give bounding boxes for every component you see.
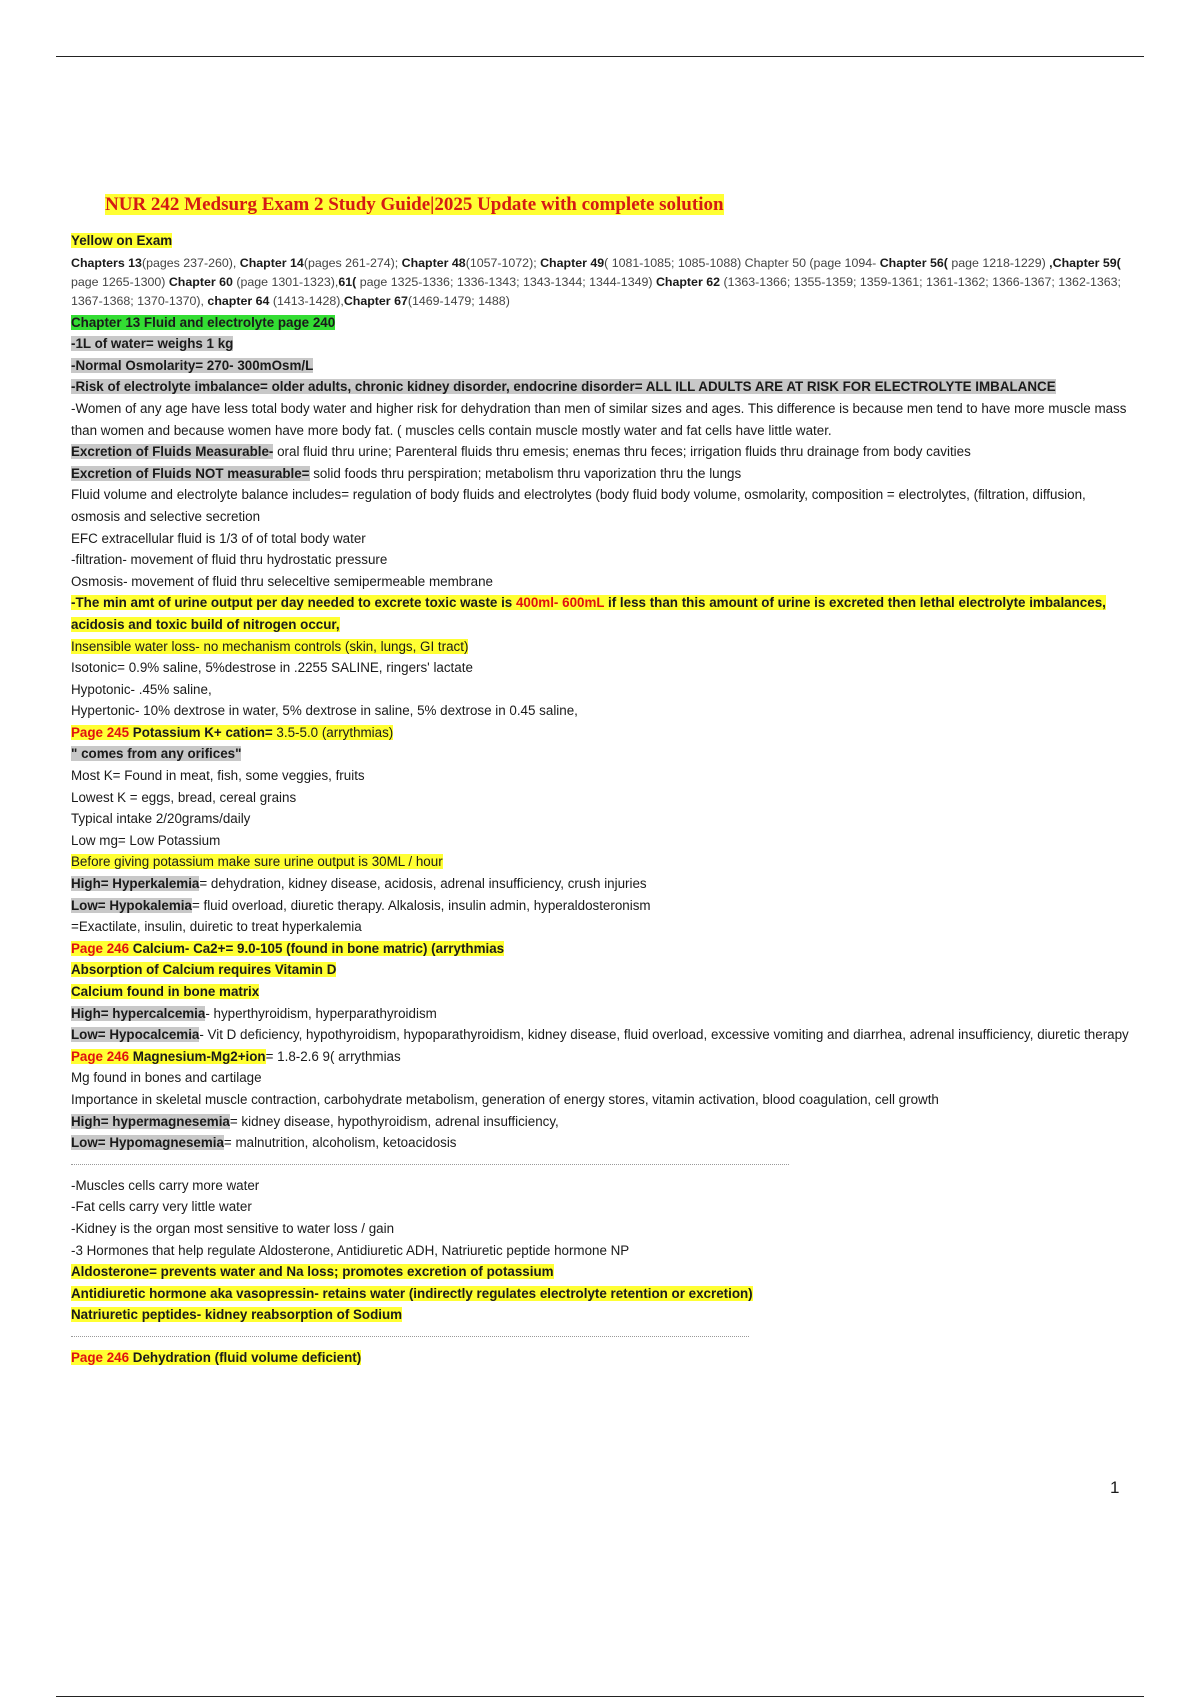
mg-found-line: Mg found in bones and cartilage bbox=[71, 1070, 262, 1086]
potassium-heading: Page 245 Potassium K+ cation= 3.5-5.0 (arrythmias) bbox=[71, 724, 394, 740]
hormones-line: -3 Hormones that help regulate Aldosterone, Antidiuretic ADH, Natriuretic peptide hormone NP bbox=[71, 1242, 630, 1258]
before-potassium-line: Before giving potassium make sure urine output is 30ML / hour bbox=[71, 854, 443, 870]
low-mg-line: Low mg= Low Potassium bbox=[71, 832, 221, 848]
top-rule bbox=[56, 56, 1144, 57]
exactilate-line: =Exactilate, insulin, duiretic to treat hyperkalemia bbox=[71, 919, 362, 935]
ch13-heading: Chapter 13 Fluid and electrolyte page 240 bbox=[71, 314, 336, 330]
typical-intake-line: Typical intake 2/20grams/daily bbox=[71, 811, 251, 827]
calcium-heading: Page 246 Calcium- Ca2+= 9.0-105 (found in bone matric) (arrythmias bbox=[71, 940, 505, 956]
dehydration-heading: Page 246 Dehydration (fluid volume deficient) bbox=[71, 1349, 362, 1365]
excretion-not-measurable-line: Excretion of Fluids NOT measurable= solid foods thru perspiration; metabolism thru vaporization thru the lungs bbox=[71, 465, 742, 481]
fat-water-line: -Fat cells carry very little water bbox=[71, 1199, 252, 1215]
hypocalcemia-line: Low= Hypocalcemia- Vit D deficiency, hypothyroidism, hypoparathyroidism, kidney disease, fluid overload, excessive vomiting and diarrhea, adrenal insufficiency, diuretic therapy bbox=[71, 1027, 1129, 1043]
bottom-rule bbox=[56, 1696, 1144, 1697]
filtration-line: -filtration- movement of fluid thru hydrostatic pressure bbox=[71, 552, 388, 568]
water-weighs-line: -1L of water= weighs 1 kg bbox=[71, 336, 234, 352]
importance-line: Importance in skeletal muscle contraction, carbohydrate metabolism, generation of energy stores, vitamin activation, blood coagulation, cell growth bbox=[71, 1091, 939, 1107]
muscle-water-line: -Muscles cells carry more water bbox=[71, 1177, 260, 1193]
women-paragraph: -Women of any age have less total body water and higher risk for dehydration than men of similar sizes and ages. This difference is because men tend to have more muscle mass than women and because women have more body fat. ( muscles cells contain muscle mostly water and fat cells have little water. bbox=[71, 400, 1127, 438]
hypomagnesemia-line: Low= Hypomagnesemia= malnutrition, alcoholism, ketoacidosis bbox=[71, 1135, 457, 1151]
most-k-line: Most K= Found in meat, fish, some veggies, fruits bbox=[71, 768, 365, 784]
hypertonic-line: Hypertonic- 10% dextrose in water, 5% dextrose in saline, 5% dextrose in 0.45 saline, bbox=[71, 703, 578, 719]
risk-line: -Risk of electrolyte imbalance= older adults, chronic kidney disorder, endocrine disorder= ALL ILL ADULTS ARE AT RISK FOR ELECTROLYTE IMBALANCE bbox=[71, 379, 1056, 395]
calcium-bone-line: Calcium found in bone matrix bbox=[71, 984, 260, 999]
dotted-separator-2 bbox=[71, 1336, 749, 1337]
min-urine-line: -The min amt of urine output per day needed to excrete toxic waste is 400ml- 600mL if less than this amount of urine is excreted then lethal electrolyte imbalances, acidosis and toxic build of nitrogen occur, bbox=[71, 595, 1106, 632]
osmolarity-line: -Normal Osmolarity= 270- 300mOsm/L bbox=[71, 357, 314, 373]
orifices-line: " comes from any orifices" bbox=[71, 746, 242, 762]
yellow-on-exam: Yellow on Exam bbox=[71, 233, 173, 248]
hyperkalemia-line: High= Hyperkalemia= dehydration, kidney disease, acidosis, adrenal insufficiency, crush injuries bbox=[71, 876, 647, 892]
isotonic-line: Isotonic= 0.9% saline, 5%destrose in .2255 SALINE, ringers' lactate bbox=[71, 660, 473, 676]
adh-line: Antidiuretic hormone aka vasopressin- retains water (indirectly regulates electrolyte retention or excretion) bbox=[71, 1285, 753, 1301]
osmosis-line: Osmosis- movement of fluid thru seleceltive semipermeable membrane bbox=[71, 573, 493, 589]
page-number: 1 bbox=[1110, 1478, 1120, 1497]
document-title: NUR 242 Medsurg Exam 2 Study Guide|2025 Update with complete solution bbox=[105, 194, 724, 215]
hypokalemia-line: Low= Hypokalemia= fluid overload, diuretic therapy. Alkalosis, insulin admin, hyperaldosteronism bbox=[71, 897, 651, 913]
fluid-volume-line: Fluid volume and electrolyte balance includes= regulation of body fluids and electrolytes (body fluid body volume, osmolarity, composition = electrolytes, (filtration, diffusion, osmosis and selective secretion bbox=[71, 487, 1086, 524]
natriuretic-line: Natriuretic peptides- kidney reabsorption of Sodium bbox=[71, 1307, 403, 1323]
aldosterone-line: Aldosterone= prevents water and Na loss; promotes excretion of potassium bbox=[71, 1264, 554, 1280]
kidney-line: -Kidney is the organ most sensitive to water loss / gain bbox=[71, 1220, 395, 1236]
hypercalcemia-line: High= hypercalcemia- hyperthyroidism, hyperparathyroidism bbox=[71, 1005, 437, 1021]
hypotonic-line: Hypotonic- .45% saline, bbox=[71, 681, 212, 697]
chapter-list: Chapters 13(pages 237-260), Chapter 14(pages 261-274); Chapter 48(1057-1072); Chapter 49( 1081-1085; 1085-1088) Chapter 50 (page 1094- Chapter 56( page 1218-1229) ,Chapter 59( page 1265-1300) Chapter 60 (page 1301-1323),61( page 1325-1336; 1336-1343; 1343-1344; 1344-1349) Chapter 62 (1363-1366; 1355-1359; 1359-1361; 1361-1362; 1366-1367; 1362-1363; 1367-1368; 1370-1370), chapter 64 (1413-1428),Chapter 67(1469-1479; 1488) bbox=[71, 255, 1121, 308]
magnesium-heading: Page 246 Magnesium-Mg2+ion= 1.8-2.6 9( arrythmias bbox=[71, 1048, 401, 1064]
dotted-separator-1 bbox=[71, 1164, 789, 1165]
document-body bbox=[71, 230, 1134, 1369]
excretion-measurable-line: Excretion of Fluids Measurable- oral fluid thru urine; Parenteral fluids thru emesis; enemas thru feces; irrigation fluids thru drainage from body cavities bbox=[71, 444, 971, 460]
insensible-line: Insensible water loss- no mechanism controls (skin, lungs, GI tract) bbox=[71, 638, 469, 654]
efc-line: EFC extracellular fluid is 1/3 of of total body water bbox=[71, 530, 366, 546]
absorption-line: Absorption of Calcium requires Vitamin D bbox=[71, 962, 337, 978]
lowest-k-line: Lowest K = eggs, bread, cereal grains bbox=[71, 789, 297, 805]
hypermagnesemia-line: High= hypermagnesemia= kidney disease, hypothyroidism, adrenal insufficiency, bbox=[71, 1113, 559, 1129]
